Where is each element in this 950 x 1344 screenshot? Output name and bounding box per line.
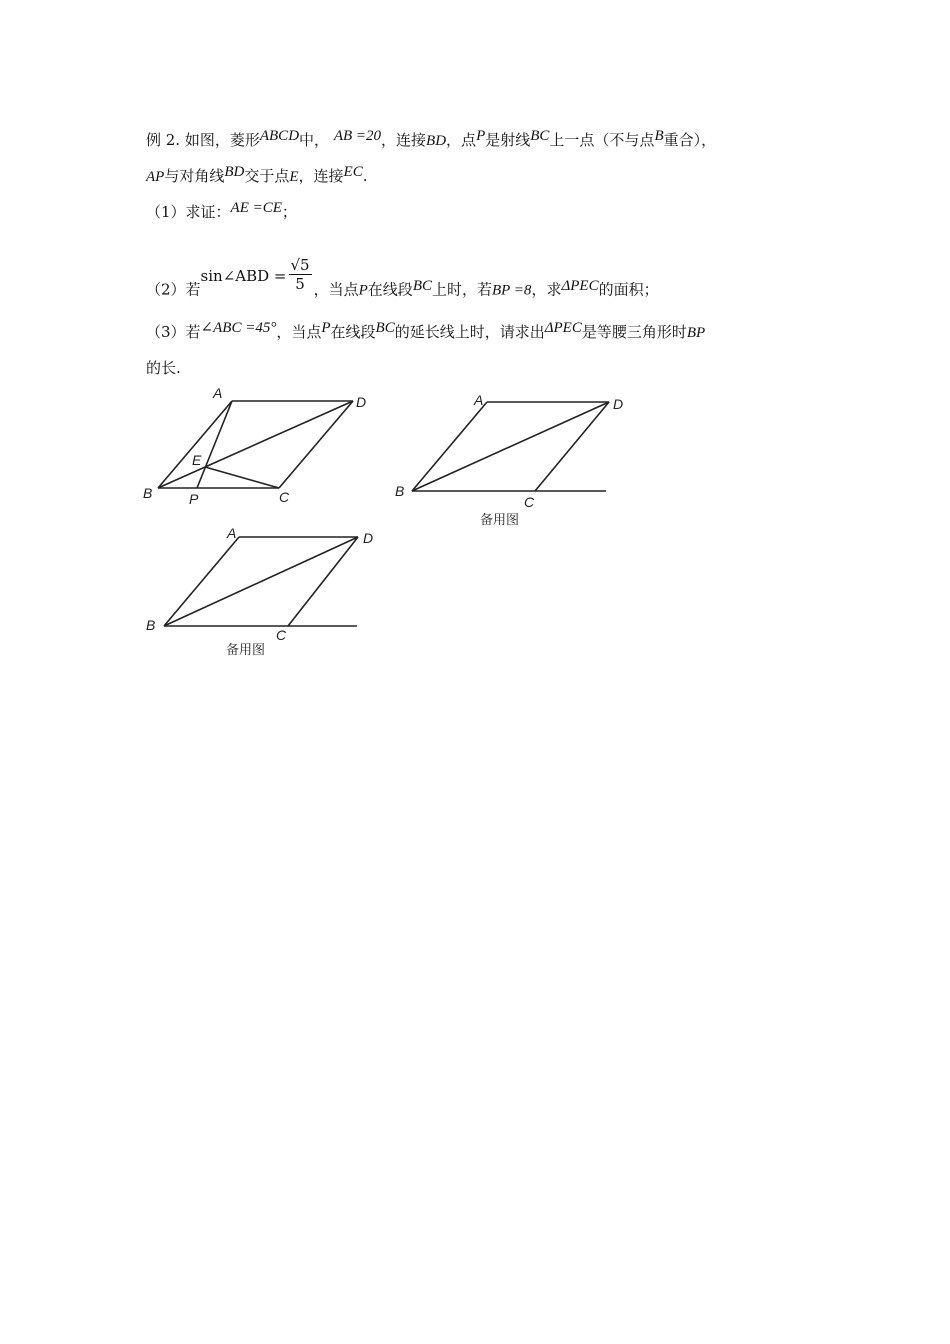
segment-EC [205, 467, 279, 488]
fig2-label-A: A [474, 392, 484, 408]
side-CD [279, 401, 353, 488]
diagonal-BD [164, 537, 358, 626]
fig1-label-A: A [213, 385, 223, 401]
segment-AP [197, 401, 232, 488]
side-AB [164, 537, 239, 626]
fig1-label-P: P [189, 491, 199, 507]
fig1-label-E: E [192, 452, 202, 468]
diagonal-BD [158, 401, 353, 488]
fig3-caption: 备用图 [226, 643, 266, 658]
fig3-label-C: C [276, 627, 287, 643]
fig3-label-A: A [227, 525, 237, 541]
fig3-label-B: B [146, 617, 156, 633]
side-CD [288, 537, 358, 626]
side-AB [412, 402, 487, 491]
problem-part-3-cont: 的长. [146, 359, 181, 377]
figure-3 [164, 537, 358, 626]
problem-part-2: （2）若sin∠ABD = $\frac{√5}{5}$ ，当点P在线段BC上时，若BP =8，求ΔPEC的面积； [146, 256, 659, 299]
fig2-label-B: B [395, 483, 405, 499]
side-CD [535, 402, 609, 491]
sqrt5-over-5-fraction: $\frac{√5}{5}$ [290, 256, 310, 293]
side-AB [158, 401, 232, 488]
figure-1 [158, 401, 353, 488]
problem-part-3: （3）若∠ABC =45°，当点P在线段BC的延长线上时，请求出ΔPEC是等腰三角形时BP [146, 320, 706, 341]
fig2-label-C: C [524, 494, 535, 510]
fig3-label-D: D [363, 530, 374, 546]
fig1-label-D: D [356, 394, 367, 410]
fig2-caption: 备用图 [480, 513, 520, 528]
fig2-label-D: D [613, 396, 624, 412]
problem-line-2: AP与对角线BD交于点E，连接EC. [146, 164, 368, 185]
fig1-label-C: C [279, 489, 290, 505]
problem-part-1: （1）求证：AE =CE； [146, 200, 297, 221]
problem-line-1: 例 2. 如图，菱形ABCD中， AB =20，连接BD，点P是射线BC上一点（不与点B重合）， [146, 128, 717, 149]
figure-2 [412, 402, 609, 491]
fig1-label-B: B [143, 485, 153, 501]
diagonal-BD [412, 402, 609, 491]
